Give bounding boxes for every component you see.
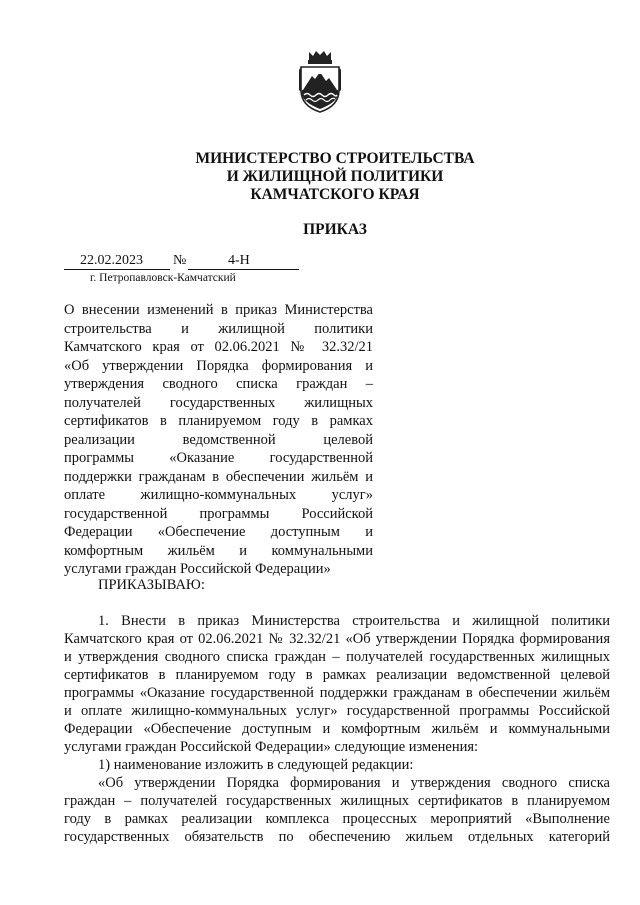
body-line: 1. Внести в приказ Министерства строительства и жилищной политики: [98, 613, 610, 629]
subject-line: государственной программы Российской: [64, 506, 373, 522]
body-line: граждан – получателей государственных жилищных сертификатов в планируемом: [64, 793, 610, 809]
body-line: Федерации «Обеспечение доступным и комфортным жильём и коммунальными: [64, 721, 610, 737]
body-line: и оплате жилищно-коммунальных услуг» государственной программы Российской: [64, 703, 610, 719]
decree-word: ПРИКАЗЫВАЮ:: [98, 577, 205, 593]
ministry-name-line-3: КАМЧАТСКОГО КРАЯ: [250, 186, 420, 203]
subject-line: Камчатского края от 02.06.2021 № 32.32/21: [64, 339, 373, 355]
body-line: «Об утверждении Порядка формирования и утверждения сводного списка: [98, 775, 610, 791]
body-line: программы «Оказание государственной поддержки гражданам в обеспечении жильём: [64, 685, 610, 701]
body-line: сертификатов в планируемом году в рамках реализации ведомственной целевой: [64, 667, 610, 683]
body-line: государственных обязательств по обеспечению жильем отдельных категорий: [64, 829, 610, 845]
subject-line: утверждения сводного списка граждан –: [64, 376, 373, 392]
order-city: г. Петропавловск-Камчатский: [90, 272, 236, 284]
subject-line: «Об утверждении Порядка формирования и: [64, 358, 373, 374]
subject-line: сертификатов в планируемом году в рамках: [64, 413, 373, 429]
subject-line: О внесении изменений в приказ Министерства: [64, 302, 373, 318]
order-number-sign: №: [173, 253, 187, 268]
subject-line: поддержки гражданам в обеспечении жильём и: [64, 469, 373, 485]
subject-line: получателей государственных жилищных: [64, 395, 373, 411]
order-date: 22.02.2023: [80, 253, 143, 268]
body-line: и утверждения сводного списка граждан – получателей государственных жилищных: [64, 649, 610, 665]
subject-line: реализации ведомственной целевой: [64, 432, 373, 448]
body-line: 1) наименование изложить в следующей редакции:: [98, 757, 414, 773]
subject-line: программы «Оказание государственной: [64, 450, 373, 466]
body-line: Камчатского края от 02.06.2021 № 32.32/21 «Об утверждении Порядка формирования: [64, 631, 610, 647]
subject-line: услугами граждан Российской Федерации»: [64, 561, 331, 577]
date-underline: [64, 269, 170, 270]
order-number: 4-Н: [228, 253, 250, 268]
coat-of-arms-emblem: [297, 50, 343, 114]
number-underline: [188, 269, 299, 270]
order-title: ПРИКАЗ: [303, 221, 367, 238]
subject-line: Федерации «Обеспечение доступным и: [64, 524, 373, 540]
body-line: услугами граждан Российской Федерации» следующие изменения:: [64, 739, 479, 755]
ministry-name-line-2: И ЖИЛИЩНОЙ ПОЛИТИКИ: [226, 168, 444, 185]
body-line: году в рамках реализации комплекса процессных мероприятий «Выполнение: [64, 811, 610, 827]
ministry-name-line-1: МИНИСТЕРСТВО СТРОИТЕЛЬСТВА: [195, 150, 475, 167]
subject-line: оплате жилищно-коммунальных услуг»: [64, 487, 373, 503]
subject-line: комфортным жильём и коммунальными: [64, 543, 373, 559]
subject-line: строительства и жилищной политики: [64, 321, 373, 337]
